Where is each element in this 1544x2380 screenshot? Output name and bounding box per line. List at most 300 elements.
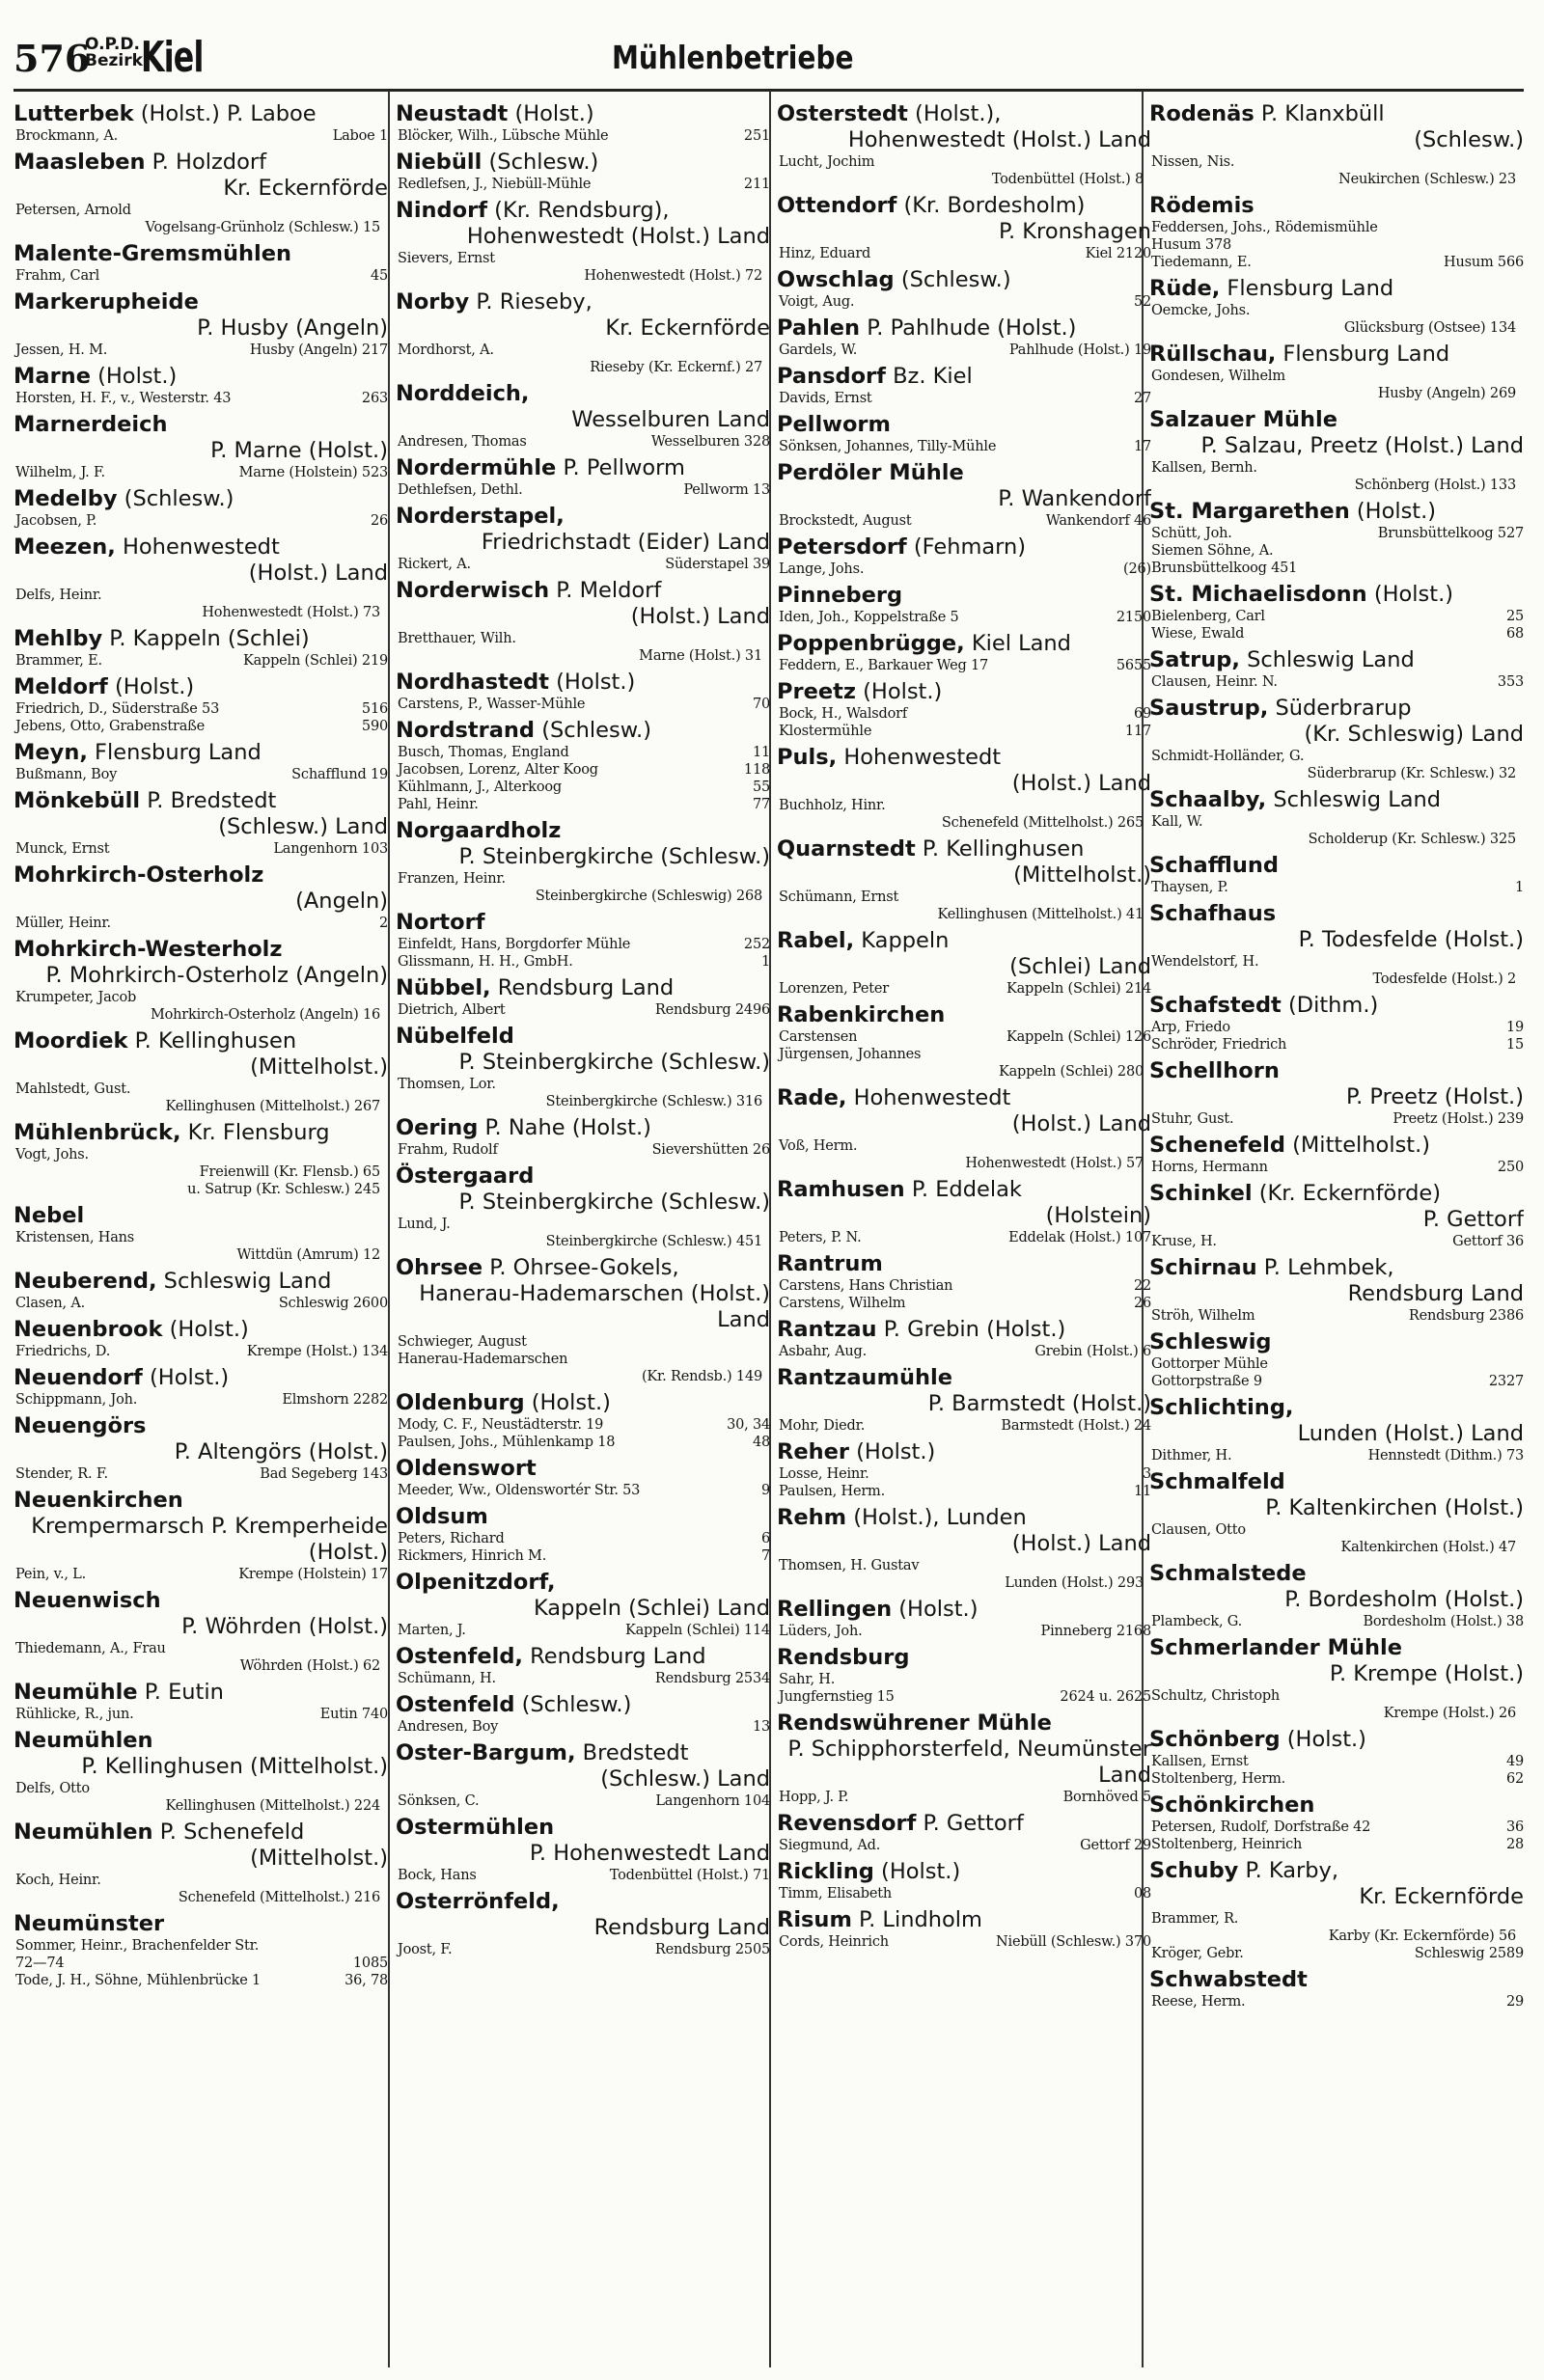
place-detail: (Holst.), Lunden [846,1505,1027,1530]
place-heading [396,1390,770,1416]
mill-phone: Brunsbüttelkoog 527 [1377,526,1524,541]
mill-entry [14,1640,388,1657]
mill-phone: 9 [760,1483,770,1498]
mill-entry [396,359,770,376]
mill-entry [777,609,1151,626]
mill-name: Marne (Holst.) 31 [639,648,762,664]
mill-name: Husby (Angeln) 269 [1377,386,1516,401]
mill-name: Tiedemann, E. [1151,255,1252,270]
mill-entry [396,1351,770,1368]
mill-name: Todenbüttel (Holst.) 8 [991,172,1144,187]
mill-name: Lucht, Jochim [779,154,875,170]
mill-phone: 68 [1505,626,1524,642]
place-heading [1149,1329,1524,1355]
mill-phone [1516,813,1524,831]
place-name: Nübelfeld [396,1024,514,1049]
place-detail: P. Eutin [137,1680,224,1705]
place-name: Rodenäs [1149,101,1254,126]
place-name: Nordermühle [396,455,557,480]
mill-entry [1149,1447,1524,1464]
mill-name: Mordhorst, A. [398,342,494,358]
mill-entry [396,1416,770,1434]
mill-phone [762,1076,770,1093]
mill-name: Franzen, Heinr. [398,871,506,887]
mill-entry [777,1295,1151,1312]
place-heading [14,1203,388,1229]
place-name: Meldorf [14,674,108,699]
mill-name: Schenefeld (Mittelholst.) 265 [941,815,1144,831]
place-detail-cont: (Schlesw.) [1414,127,1524,152]
mill-name: Hohenwestedt (Holst.) 57 [965,1156,1144,1171]
place-heading [396,1024,770,1076]
place-detail-cont: (Kr. Schleswig) Land [1304,722,1524,747]
mill-entry [1149,1705,1524,1722]
mill-name: Kellinghusen (Mittelholst.) 267 [165,1099,380,1114]
place-heading [777,1811,1151,1837]
mill-name: Steinbergkirche (Schlesw.) 316 [545,1094,762,1109]
mill-entry [14,1706,388,1723]
place-heading [777,1317,1151,1343]
place-name: Medelby [14,486,118,511]
place-heading [777,1365,1151,1417]
place-name: Puls, [777,745,838,770]
mill-entry [1149,1110,1524,1128]
place-detail: P. Gettorf [916,1811,1024,1836]
mill-name: Schwieger, August [398,1334,527,1350]
mill-entry [14,127,388,145]
mill-phone: 22 [1133,1278,1151,1294]
mill-entry [14,915,388,932]
place-heading [1149,1469,1524,1521]
mill-phone [762,888,770,905]
mill-name: Müller, Heinr. [15,916,111,931]
place-detail: Flensburg Land [1220,276,1394,301]
mill-name: Horns, Hermann [1151,1160,1268,1175]
place-name: Rendswührener Mühle [777,1710,1052,1736]
mill-phone: Kappeln (Schlei) 214 [1006,981,1151,997]
mill-entry [396,888,770,905]
place-detail-cont: P. Kellinghusen (Mittelholst.) [81,1754,388,1779]
mill-phone: Eddelak (Holst.) 107 [1008,1230,1151,1245]
place-name: Östergaard [396,1163,535,1189]
mill-name: Schröder, Friedrich [1151,1037,1287,1053]
mill-entry [1149,1945,1524,1962]
mill-name: Freienwill (Kr. Flensb.) 65 [199,1164,380,1180]
mill-phone [1516,459,1524,477]
mill-entry [396,779,770,796]
mill-name: Rickmers, Hinrich M. [398,1548,547,1564]
mill-entry [777,1789,1151,1806]
mill-name: Neukirchen (Schlesw.) 23 [1338,172,1516,187]
place-heading [14,150,388,202]
mill-entry [777,1046,1151,1063]
mill-name: Hohenwestedt (Holst.) 72 [584,268,762,284]
place-heading [396,1504,770,1530]
place-heading [14,788,388,840]
mill-entry [396,1333,770,1351]
place-heading [1149,696,1524,748]
mill-name: Petersen, Arnold [15,203,131,218]
mill-name: Andresen, Thomas [398,434,527,450]
mill-phone: Hennstedt (Dithm.) 73 [1367,1448,1524,1464]
mill-phone [380,1657,388,1675]
place-name: Rabel, [777,928,855,953]
mill-phone: Kappeln (Schlei) 219 [242,653,388,669]
mill-phone: 29 [1505,1994,1524,2010]
mill-entry [14,1081,388,1098]
place-name: Rickling [777,1859,874,1884]
place-heading [14,364,388,390]
place-detail-cont: P. Krempe (Holst.) [1329,1661,1524,1686]
place-detail: (Fehmarn) [906,534,1027,560]
place-name: Ramhusen [777,1177,905,1202]
mill-phone: 118 [743,762,770,778]
place-heading [1149,1133,1524,1159]
mill-phone [762,1093,770,1110]
place-heading [14,1680,388,1706]
mill-entry [14,1889,388,1906]
mill-phone [1516,385,1524,402]
mill-name: Jungfernstieg 15 [779,1689,895,1705]
mill-name: Gondesen, Wilhelm [1151,369,1285,384]
place-detail: Süderbrarup [1268,696,1412,721]
mill-name: Wöhrden (Holst.) 62 [239,1658,380,1674]
mill-phone [1516,1705,1524,1722]
mill-phone: Kiel 2120 [1085,246,1151,261]
place-name: Schleswig [1149,1329,1272,1354]
mill-entry [1149,608,1524,625]
place-name: Neuenkirchen [14,1488,183,1513]
place-name: Nordstrand [396,718,536,743]
place-detail-cont: (Mittelholst.) [250,1054,388,1080]
place-heading [396,150,770,176]
mill-phone: Barmstedt (Holst.) 24 [1001,1418,1151,1434]
mill-entry [396,647,770,665]
mill-name: Arp, Friedo [1151,1020,1230,1035]
mill-name: Mohr, Diedr. [779,1418,866,1434]
mill-phone: Süderstapel 39 [665,557,770,572]
place-name: Osterrönfeld, [396,1889,560,1914]
mill-phone [1516,765,1524,782]
place-detail: (Schlesw.) [482,150,599,175]
mill-name: Sönksen, C. [398,1793,480,1809]
mill-phone: Gettorf 29 [1080,1838,1151,1853]
place-detail: P. Ohrsee-Gokels, [482,1255,679,1280]
mill-entry [1149,1159,1524,1176]
mill-entry [1149,625,1524,643]
mill-name: Schippmann, Joh. [15,1392,138,1408]
mill-entry [1149,542,1524,560]
mill-name: Kallsen, Bernh. [1151,460,1257,476]
mill-phone: 2 [378,916,388,931]
mill-entry [396,127,770,145]
place-name: Schmalstede [1149,1561,1307,1586]
place-name: Perdöler Mühle [777,460,964,485]
place-name: Ostenfeld, [396,1644,523,1669]
place-detail: (Holst.) [508,101,594,126]
mill-name: Mody, C. F., Neustädterstr. 19 [398,1417,604,1433]
mill-name: Kall, W. [1151,814,1203,830]
place-heading [1149,647,1524,673]
mill-entry [14,989,388,1006]
place-name: Schellhorn [1149,1058,1280,1083]
place-detail: (Schlesw.) [514,1692,632,1717]
mill-entry [1149,254,1524,271]
place-detail: (Kr. Rendsburg), [487,198,670,223]
mill-phone: 516 [361,701,388,717]
place-detail-cont: (Mittelholst.) [250,1846,388,1871]
place-name: Meyn, [14,740,88,765]
place-detail-cont: P. Husby (Angeln) [197,315,388,341]
place-detail-cont: Kr. Eckernförde [223,176,388,201]
mill-name: Glücksburg (Ostsee) 134 [1343,320,1516,336]
mill-entry [1149,368,1524,385]
mill-entry [777,438,1151,455]
place-heading [1149,276,1524,302]
place-detail: Rendsburg Land [522,1644,706,1669]
mill-entry [14,390,388,407]
place-detail-cont: Kr. Eckernförde [1359,1884,1524,1909]
mill-name: Kallsen, Ernst [1151,1754,1249,1769]
place-heading [1149,993,1524,1019]
place-detail: Hohenwestedt [837,745,1002,770]
mill-entry [1149,1928,1524,1945]
place-detail-cont: P. Barmstedt (Holst.) [927,1391,1151,1416]
place-name: Mohrkirch-Westerholz [14,937,283,962]
place-detail: P. Pahlhude (Holst.) [860,315,1077,341]
place-name: Revensdorf [777,1811,917,1836]
place-name: Malente-Gremsmühlen [14,241,292,266]
mill-entry [777,1028,1151,1046]
mill-phone: Marne (Holstein) 523 [238,465,388,480]
place-name: Osterstedt [777,101,908,126]
mill-phone: Krempe (Holst.) 134 [246,1344,388,1359]
mill-name: Hinz, Eduard [779,246,871,261]
place-detail-cont: (Schlei) Land [1009,954,1151,979]
mill-name: Pahl, Heinr. [398,797,479,812]
place-detail-cont: Hanerau-Hademarschen (Holst.) Land [419,1281,770,1332]
place-detail: P. Eddelak [904,1177,1022,1202]
place-heading [396,1644,770,1670]
mill-phone [380,1246,388,1264]
mill-name: Steinbergkirche (Schleswig) 268 [535,889,762,904]
mill-entry [1149,153,1524,171]
mill-entry [14,1780,388,1797]
place-detail-cont: P. Bordesholm (Holst.) [1284,1587,1524,1612]
place-name: Oering [396,1115,479,1140]
place-detail-cont: (Holst.) Land [1011,1111,1151,1136]
mill-entry [1149,1539,1524,1556]
mill-entry [396,1233,770,1250]
place-name: Neuenbrook [14,1317,163,1342]
mill-entry [1149,302,1524,319]
place-name: Neuenwisch [14,1588,161,1613]
mill-phone [380,1780,388,1797]
mill-name: Reese, Herm. [1151,1994,1246,2010]
place-heading [14,1120,388,1146]
mill-phone [762,1351,770,1368]
mill-entry [14,1246,388,1264]
place-name: Mühlenbrück, [14,1120,181,1145]
mill-entry [1149,1355,1524,1373]
mill-phone: 1 [1514,880,1524,895]
mill-name: Oemcke, Johs. [1151,303,1251,318]
mill-entry [777,1465,1151,1483]
mill-phone: 1 [760,954,770,970]
mill-phone: 26 [1133,1296,1151,1311]
place-detail-cont: P. Altengörs (Holst.) [174,1439,388,1464]
mill-entry [396,1792,770,1810]
mill-name: Kappeln (Schlei) 280 [998,1064,1144,1080]
place-name: Rantrum [777,1251,883,1276]
mill-name: Schmidt-Holländer, G. [1151,749,1305,764]
mill-entry [1149,525,1524,542]
mill-entry [777,1229,1151,1246]
place-detail: (Holst.) P. Laboe [133,101,317,126]
mill-entry [1149,1307,1524,1325]
mill-phone [380,1937,388,1955]
mill-entry [396,936,770,953]
page-header [14,33,1519,89]
place-name: Pahlen [777,315,861,341]
mill-entry [14,342,388,359]
mill-phone [1516,302,1524,319]
place-detail-cont: Wesselburen Land [571,407,770,432]
mill-phone [380,1163,388,1181]
mill-name: Clausen, Heinr. N. [1151,674,1278,690]
place-detail: (Dithm.) [1281,993,1379,1018]
mill-phone: Schleswig 2600 [278,1296,388,1311]
mill-name: Marten, J. [398,1623,466,1638]
place-detail-cont: P. Kaltenkirchen (Holst.) [1265,1495,1524,1520]
mill-entry [777,1343,1151,1360]
mill-entry [396,1368,770,1385]
mill-entry [396,630,770,647]
place-heading [14,1317,388,1343]
place-heading [1149,1058,1524,1110]
mill-entry [777,1837,1151,1854]
place-name: Neumühle [14,1680,138,1705]
mill-phone: 251 [743,128,770,144]
mill-entry [777,1623,1151,1640]
mill-entry [14,1872,388,1889]
place-heading [777,460,1151,512]
place-name: Mohrkirch-Osterholz [14,862,264,888]
place-heading [1149,1967,1524,1993]
place-detail-cont: P. Wankendorf [998,486,1151,511]
mill-phone: Wankendorf 46 [1045,513,1151,529]
mill-entry [1149,1819,1524,1836]
mill-phone: 45 [370,268,388,284]
mill-entry [1149,953,1524,971]
mill-name: Feddern, E., Barkauer Weg 17 [779,658,989,673]
place-detail: Hohenwestedt [846,1085,1011,1110]
place-detail-cont: P. Todesfelde (Holst.) [1298,927,1524,952]
mill-entry [14,1181,388,1198]
mill-name: Carstens, Wilhelm [779,1296,906,1311]
place-detail: (Holst.) [524,1390,611,1415]
column-3 [777,96,1151,2368]
mill-name: Gardels, W. [779,342,858,358]
place-detail-cont: P. Steinbergkirche (Schlesw.) [458,844,770,869]
mill-entry [777,293,1151,311]
place-detail-cont: P. Steinbergkirche (Schlesw.) [458,1050,770,1075]
mill-entry [1149,1613,1524,1630]
mill-name: (Kr. Rendsb.) 149 [641,1369,762,1384]
place-name: Nübbel, [396,975,491,1000]
mill-name: Stoltenberg, Heinrich [1151,1837,1303,1852]
place-name: Pinneberg [777,583,903,608]
place-name: Marnerdeich [14,412,168,437]
mill-name: Andresen, Boy [398,1719,499,1735]
place-heading [14,626,388,652]
mill-entry [396,1076,770,1093]
mill-entry [396,481,770,499]
place-name: Schuby [1149,1858,1239,1883]
mill-name: Sönksen, Johannes, Tilly-Mühle [779,439,997,454]
mill-name: Gottorper Mühle [1151,1356,1268,1372]
place-detail-cont: (Schlesw.) Land [218,814,388,839]
mill-name: Peters, Richard [398,1531,505,1546]
place-heading [777,267,1151,293]
place-heading [396,1889,770,1941]
place-name: Owschlag [777,267,895,292]
mill-entry [14,1657,388,1675]
place-heading [1149,1395,1524,1447]
mill-name: Schönberg (Holst.) 133 [1354,478,1516,493]
place-detail-cont: P. Salzau, Preetz (Holst.) Land [1200,433,1524,458]
place-detail-cont: Kr. Eckernförde [605,315,770,341]
mill-entry [777,814,1151,832]
place-name: Mehlby [14,626,103,651]
mill-name: Dethlefsen, Dethl. [398,482,523,498]
place-heading [396,101,770,127]
place-detail: (Holst.) [548,670,636,695]
mill-phone: 48 [752,1435,770,1450]
place-heading [396,818,770,870]
mill-entry [14,1955,388,1972]
mill-phone: Pinneberg 2168 [1040,1624,1151,1639]
place-detail: Bredstedt [575,1740,689,1765]
place-heading [777,101,1151,153]
mill-name: Jürgensen, Johannes [779,1047,922,1062]
mill-phone: 70 [752,697,770,712]
mill-name: Meeder, Ww., Oldenswortér Str. 53 [398,1483,641,1498]
mill-entry [777,561,1151,578]
mill-phone [762,1368,770,1385]
place-detail-cont: Rendsburg Land [593,1915,770,1940]
place-detail: P. Lehmbek, [1256,1255,1394,1280]
mill-name: Jacobsen, P. [15,513,97,529]
mill-name: Gottorpstraße 9 [1151,1374,1262,1389]
place-detail: (Holst.) [892,1597,979,1622]
mill-phone: Bad Segeberg 143 [260,1466,388,1482]
place-name: Moordiek [14,1028,128,1053]
mill-name: Frahm, Rudolf [398,1142,498,1158]
place-name: Norderwisch [396,578,550,603]
mill-name: Paulsen, Johs., Mühlenkamp 18 [398,1435,616,1450]
mill-name: Jebens, Otto, Grabenstraße [15,719,206,734]
place-name: Schlichting, [1149,1395,1294,1420]
mill-entry [396,1482,770,1499]
mill-entry [1149,560,1524,577]
mill-entry [14,1797,388,1815]
mill-name: Kühlmann, J., Alterkoog [398,780,563,795]
place-detail-cont: (Holst.) Land [1011,771,1151,796]
mill-name: Carstens, P., Wasser-Mühle [398,697,586,712]
place-heading [1149,582,1524,608]
mill-entry [777,1933,1151,1951]
